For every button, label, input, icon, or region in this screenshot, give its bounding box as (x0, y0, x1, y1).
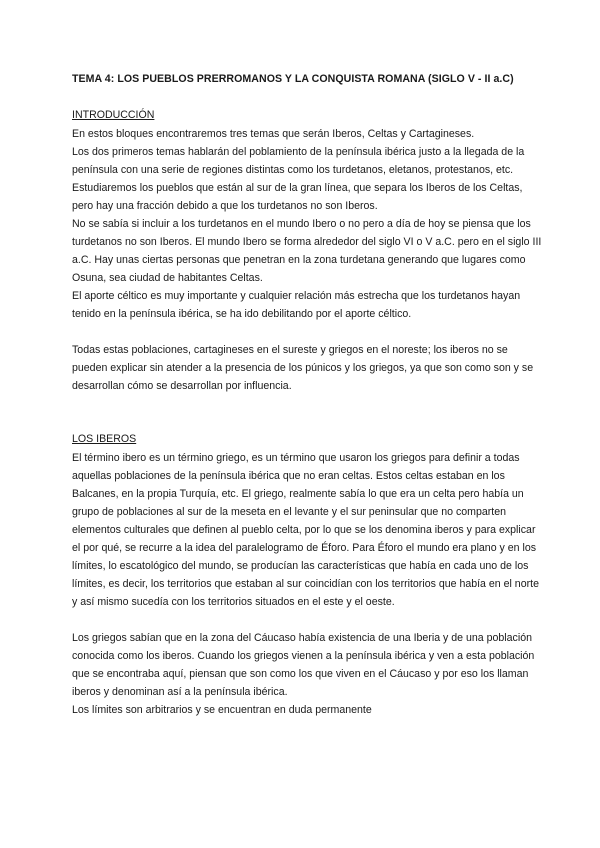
paragraph: Los griegos sabían que en la zona del Cáucaso había existencia de una Iberia y de una población conocida como los iberos. Cuando los griegos vienen a la península ibérica y ven a esta población que se encontraba aquí, piensan que son como los que viven en el Cáucaso y por eso los llaman iberos y denominan así a la península ibérica. (72, 632, 535, 698)
section-los-iberos (72, 431, 542, 719)
document-page (72, 70, 542, 719)
paragraph-spacer (72, 323, 542, 341)
document-title: TEMA 4: LOS PUEBLOS PRERROMANOS Y LA CONQUISTA ROMANA (SIGLO V - II a.C) (72, 73, 514, 85)
section-introduccion (72, 107, 542, 395)
paragraph: En estos bloques encontraremos tres temas que serán Iberos, Celtas y Cartagineses. (72, 128, 475, 140)
paragraph: Todas estas poblaciones, cartagineses en el sureste y griegos en el noreste; los iberos no se pueden explicar sin atender a la presencia de los púnicos y los griegos, ya que son como son y se desarrollan cómo se desarrollan por influencia. (72, 344, 534, 392)
paragraph-spacer (72, 611, 542, 629)
paragraph: Los límites son arbitrarios y se encuentran en duda permanente (72, 704, 372, 716)
section-spacer (72, 395, 542, 431)
paragraph: El aporte céltico es muy importante y cualquier relación más estrecha que los turdetanos hayan tenido en la península ibérica, se ha ido debilitando por el aporte céltico. (72, 290, 521, 320)
paragraph: El término ibero es un término griego, es un término que usaron los griegos para definir a todas aquellas poblaciones de la península ibérica que no eran celtas. Estos celtas estaban en los Balcanes, en la propia Turquía, etc. El griego, realmente sabía lo que era un celta pero había un grupo de poblaciones al sur de la meseta en el levante y el sur peninsular que no comparten elementos culturales que definen al pueblo celta, por lo que se los denomina iberos y para explicar el por qué, se recurre a la idea del paralelogramo de Éforo. Para Éforo el mundo era plano y en los límites, lo escatológico del mundo, se producían las características que había en cada uno de los límites, es decir, los territorios que estaban al sur coincidían con los territorios que había en el norte y así mismo sucedía con los territorios situados en el este y el oeste. (72, 452, 539, 608)
section-heading-introduccion: INTRODUCCIÓN (72, 109, 155, 121)
paragraph: Los dos primeros temas hablarán del poblamiento de la península ibérica justo a la llegada de la península con una serie de regiones distintas como los turdetanos, eletanos, protestanos, etc. (72, 146, 525, 176)
paragraph: No se sabía si incluir a los turdetanos en el mundo Ibero o no pero a día de hoy se piensa que los turdetanos no son Iberos. El mundo Ibero se forma alrededor del siglo VI o V a.C. pero en el siglo III a.C. Hay unas ciertas personas que penetran en la zona turdetana generando que lugares como Osuna, sea ciudad de habitantes Celtas. (72, 218, 542, 284)
section-heading-los-iberos: LOS IBEROS (72, 433, 137, 445)
paragraph: Estudiaremos los pueblos que están al sur de la gran línea, que separa los Iberos de los Celtas, pero hay una fracción debido a que los turdetanos no son Iberos. (72, 182, 523, 212)
